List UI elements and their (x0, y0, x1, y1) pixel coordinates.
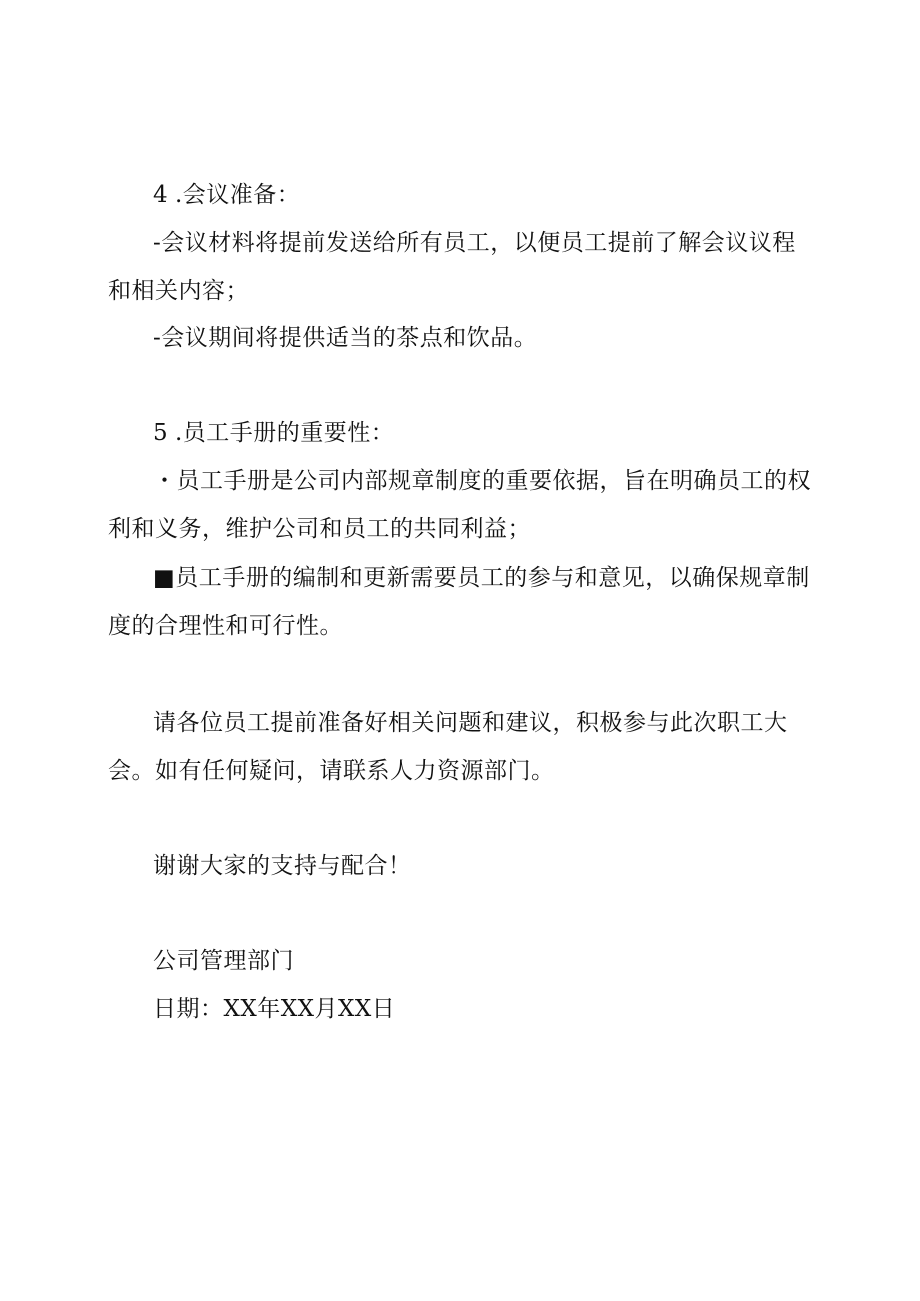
section-5-title: .员工手册的重要性： (175, 420, 395, 446)
section-4-item-1-line-1: -会议材料将提前发送给所有员工，以便员工提前了解会议议程 (153, 230, 796, 256)
section-5-heading (153, 418, 394, 448)
section-4-item-2: -会议期间将提供适当的茶点和饮品。 (153, 325, 538, 351)
signature-date: 日期：XX年XX月XX日 (153, 996, 396, 1022)
section-4-number: 4 (153, 182, 169, 208)
signature-department: 公司管理部门 (153, 948, 294, 974)
section-5-item-1-line-2: 利和义务，维护公司和员工的共同利益； (108, 516, 531, 542)
closing-paragraph-line-2: 会。如有任何疑问，请联系人力资源部门。 (108, 758, 555, 784)
closing-paragraph-line-1: 请各位员工提前准备好相关问题和建议，积极参与此次职工大 (153, 710, 788, 736)
section-5-number: 5 (153, 420, 169, 446)
section-5-item-2-line-1: ■员工手册的编制和更新需要员工的参与和意见，以确保规章制 (153, 565, 810, 591)
section-5-item-1-line-1: ・员工手册是公司内部规章制度的重要依据，旨在明确员工的权 (153, 468, 811, 494)
section-5-item-2-line-2: 度的合理性和可行性。 (108, 613, 343, 639)
section-4-item-1-line-2: 和相关内容； (108, 278, 249, 304)
section-4-heading (153, 180, 300, 210)
section-4-title: .会议准备： (175, 182, 301, 208)
thanks-line: 谢谢大家的支持与配合！ (153, 853, 412, 879)
